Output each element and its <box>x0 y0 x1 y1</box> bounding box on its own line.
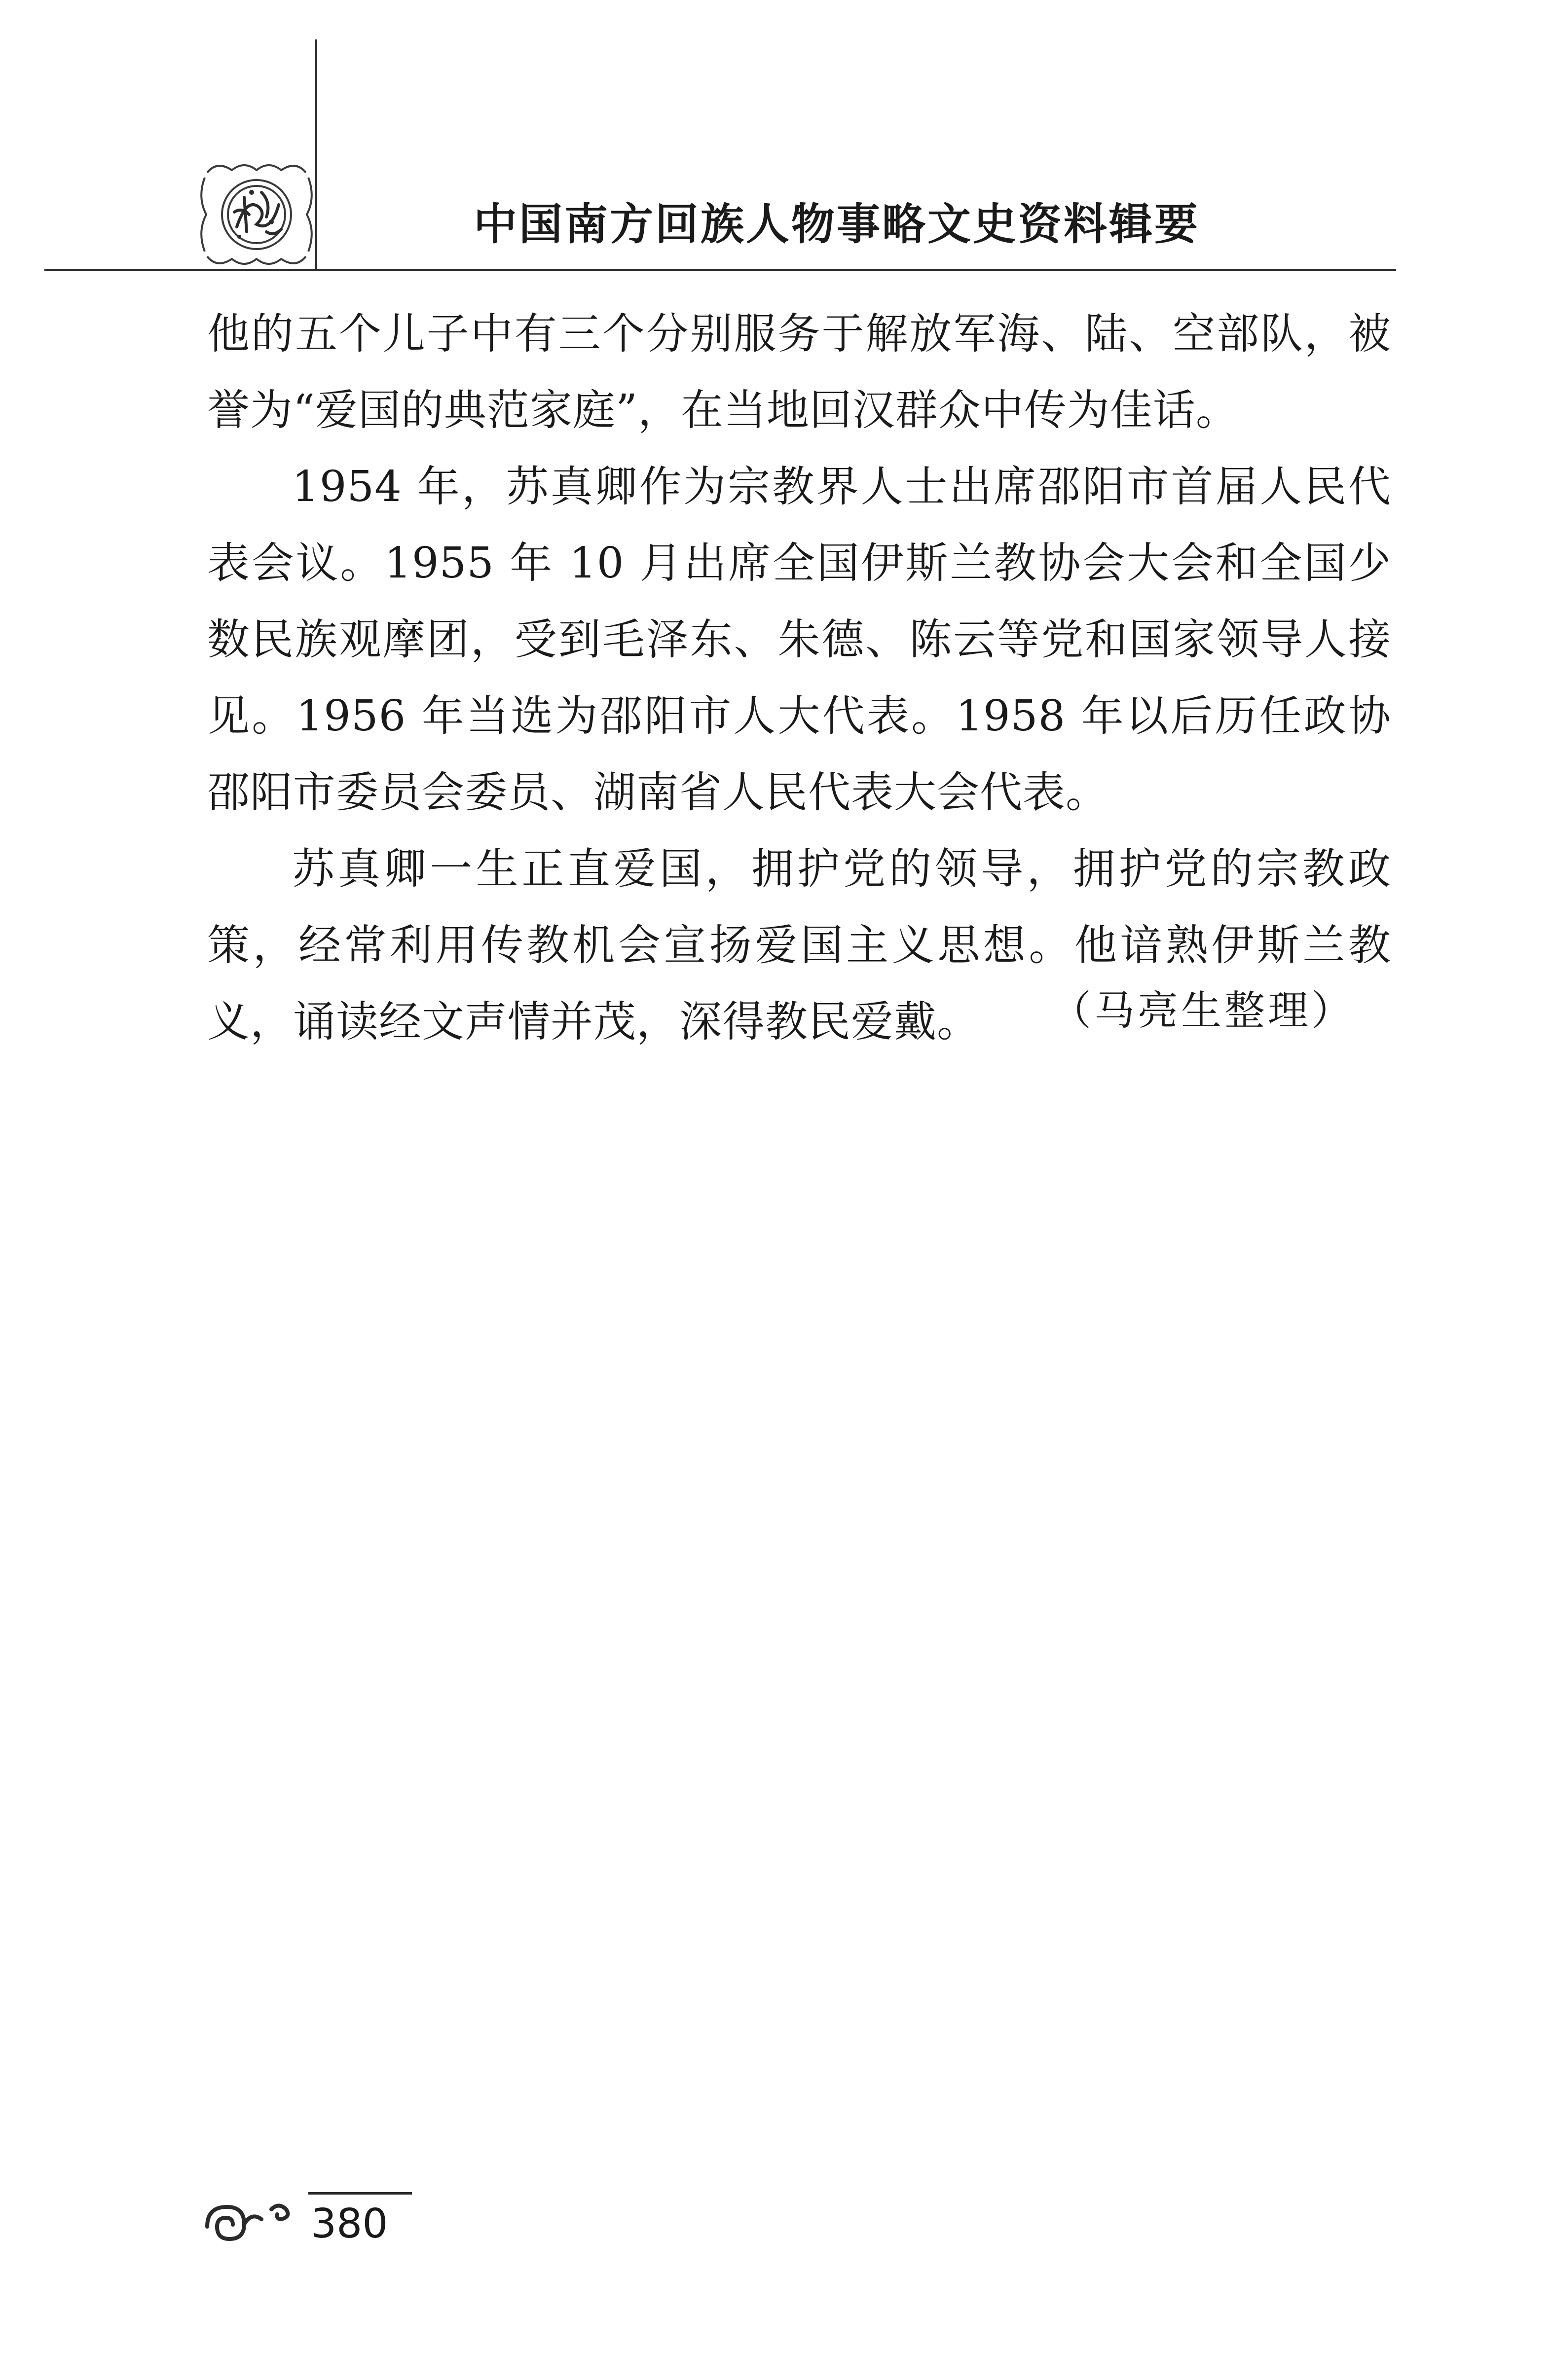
paragraph-1: 他的五个儿子中有三个分别服务于解放军海、陆、空部队，被誉为“爱国的典范家庭”，在当地回汉群众中传为佳话。 <box>207 309 1391 435</box>
header-horizontal-rule <box>44 269 1396 271</box>
paragraph-2: 1954 年，苏真卿作为宗教界人士出席邵阳市首届人民代表会议。1955 年 10 月出席全国伊斯兰教协会大会和全国少数民族观摩团，受到毛泽东、朱德、陈云等党和国家领导人接见。1956 年当选为邵阳市人大代表。1958 年以后历任政协邵阳市委员会委员、湖南省人民代表大会代表。 <box>207 462 1391 817</box>
running-title: 中国南方回族人物事略文史资料辑要 <box>474 199 1200 250</box>
body-text <box>207 296 1391 1060</box>
footer-rule <box>308 2192 412 2195</box>
swirl-ornament-icon <box>197 2192 311 2246</box>
paragraph-3: 苏真卿一生正直爱国，拥护党的领导，拥护党的宗教政策，经常利用传教机会宣扬爱国主义思想。他谙熟伊斯兰教义，诵读经文声情并茂，深得教民爱戴。 <box>207 844 1391 1046</box>
compiler-credit: （马亮生整理） <box>1051 987 1355 1034</box>
arabic-calligraphy-emblem-icon <box>197 158 316 271</box>
page-number: 380 <box>311 2200 388 2247</box>
